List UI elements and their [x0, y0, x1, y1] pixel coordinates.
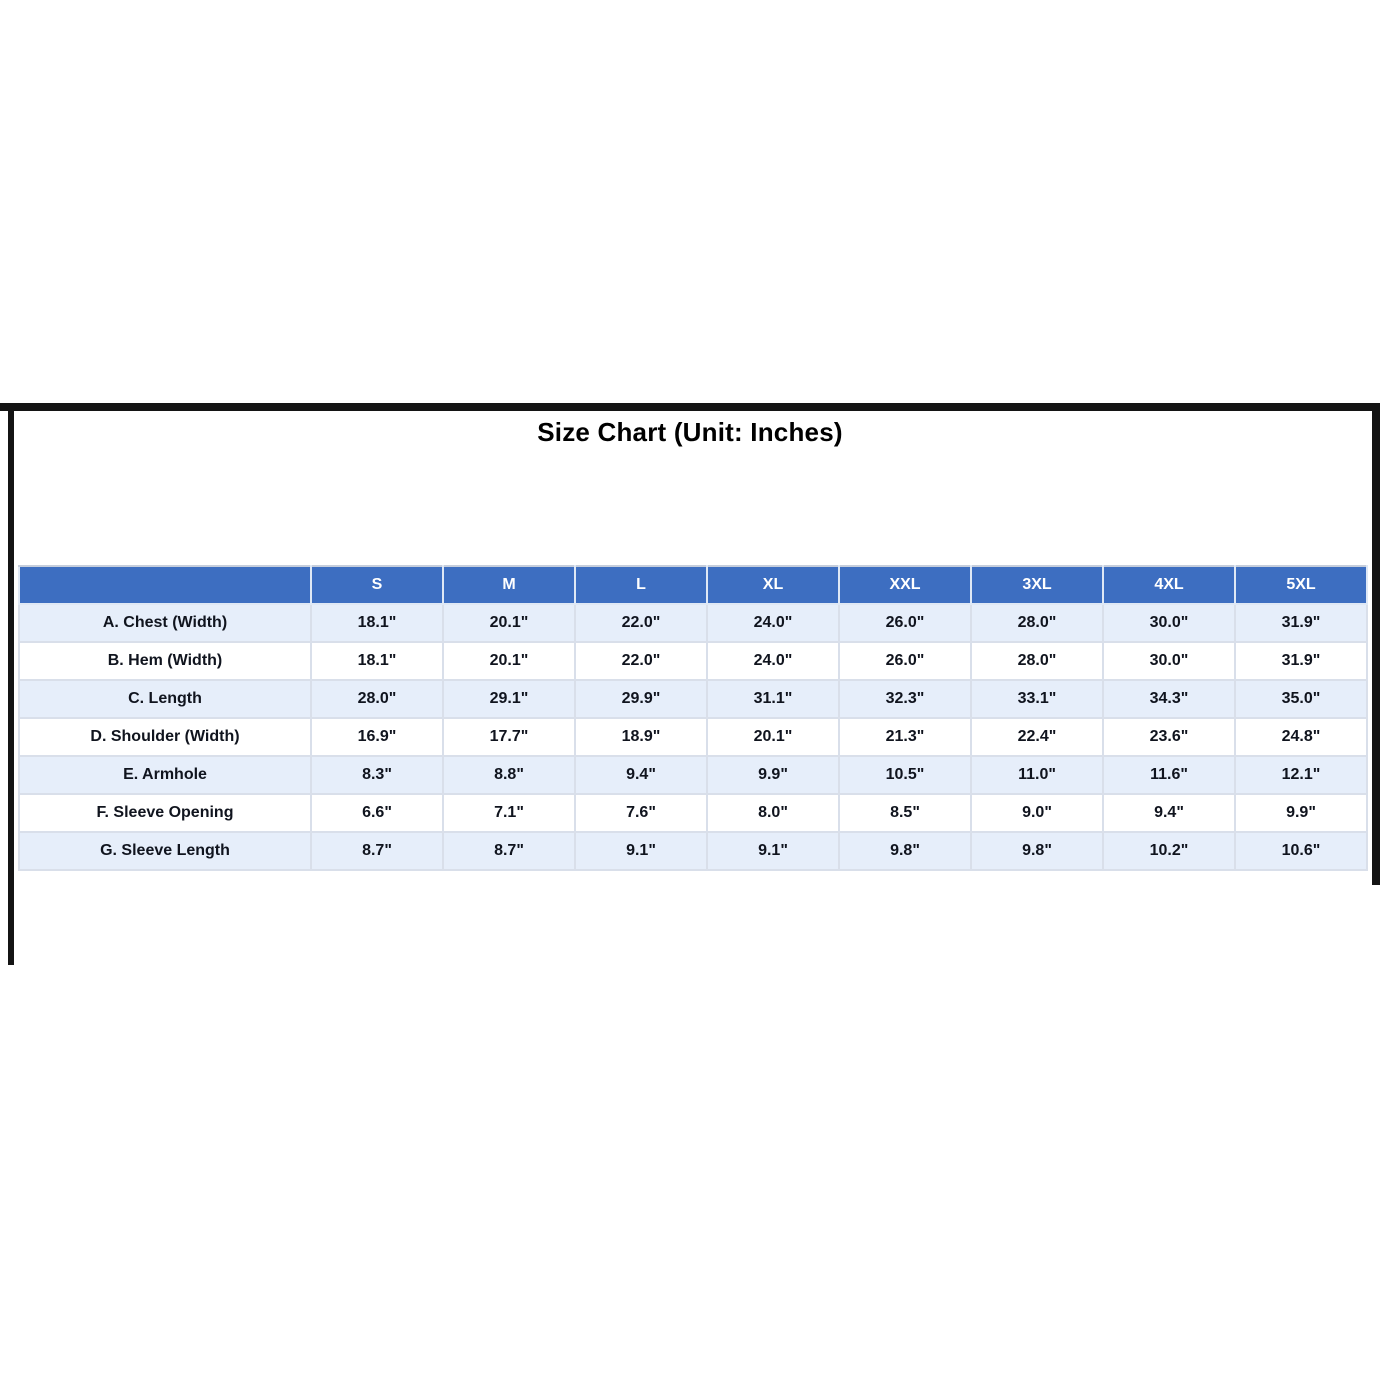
size-table: [18, 565, 1368, 871]
measurement-value: 10.2": [1103, 832, 1235, 870]
measurement-value: 10.5": [839, 756, 971, 794]
measurement-value: 9.8": [971, 832, 1103, 870]
table-row: [19, 718, 1367, 756]
measurement-value: 7.1": [443, 794, 575, 832]
measurement-value: 32.3": [839, 680, 971, 718]
measurement-value: 33.1": [971, 680, 1103, 718]
measurement-value: 9.4": [575, 756, 707, 794]
table-row: [19, 756, 1367, 794]
size-table-body: [19, 604, 1367, 870]
page-title: Size Chart (Unit: Inches): [537, 417, 843, 447]
measurement-value: 20.1": [443, 642, 575, 680]
measurement-value: 8.8": [443, 756, 575, 794]
size-column-header-l: L: [575, 566, 707, 604]
measurement-value: 17.7": [443, 718, 575, 756]
measurement-label: A. Chest (Width): [19, 604, 311, 642]
measurement-label: F. Sleeve Opening: [19, 794, 311, 832]
size-column-header-5xl: 5XL: [1235, 566, 1367, 604]
measurement-value: 8.7": [443, 832, 575, 870]
measurement-value: 22.4": [971, 718, 1103, 756]
size-column-header-xxl: XXL: [839, 566, 971, 604]
measurement-value: 9.1": [707, 832, 839, 870]
measurement-value: 6.6": [311, 794, 443, 832]
measurement-value: 30.0": [1103, 604, 1235, 642]
measurement-value: 18.1": [311, 604, 443, 642]
size-column-header-4xl: 4XL: [1103, 566, 1235, 604]
measurement-value: 11.0": [971, 756, 1103, 794]
measurement-value: 18.9": [575, 718, 707, 756]
size-column-header-3xl: 3XL: [971, 566, 1103, 604]
measurement-value: 9.0": [971, 794, 1103, 832]
measurement-value: 20.1": [707, 718, 839, 756]
measurement-value: 35.0": [1235, 680, 1367, 718]
measurement-value: 23.6": [1103, 718, 1235, 756]
measurement-value: 31.9": [1235, 642, 1367, 680]
table-row: [19, 604, 1367, 642]
measurement-label: B. Hem (Width): [19, 642, 311, 680]
measurement-value: 29.1": [443, 680, 575, 718]
measurement-value: 26.0": [839, 642, 971, 680]
table-row: [19, 832, 1367, 870]
measurement-value: 28.0": [971, 604, 1103, 642]
frame-left-border: [8, 403, 14, 965]
measurement-value: 8.7": [311, 832, 443, 870]
measurement-value: 12.1": [1235, 756, 1367, 794]
measurement-value: 24.8": [1235, 718, 1367, 756]
size-column-header-s: S: [311, 566, 443, 604]
measurement-column-header: [19, 566, 311, 604]
measurement-value: 7.6": [575, 794, 707, 832]
measurement-value: 9.9": [707, 756, 839, 794]
measurement-value: 8.5": [839, 794, 971, 832]
measurement-value: 22.0": [575, 642, 707, 680]
table-row: [19, 680, 1367, 718]
measurement-value: 9.8": [839, 832, 971, 870]
measurement-value: 21.3": [839, 718, 971, 756]
measurement-value: 28.0": [311, 680, 443, 718]
size-column-header-m: M: [443, 566, 575, 604]
table-row: [19, 642, 1367, 680]
measurement-value: 18.1": [311, 642, 443, 680]
measurement-value: 11.6": [1103, 756, 1235, 794]
measurement-value: 24.0": [707, 642, 839, 680]
measurement-value: 8.3": [311, 756, 443, 794]
measurement-value: 9.9": [1235, 794, 1367, 832]
measurement-value: 8.0": [707, 794, 839, 832]
size-table-header-row: [19, 566, 1367, 604]
measurement-value: 31.1": [707, 680, 839, 718]
measurement-label: C. Length: [19, 680, 311, 718]
measurement-label: G. Sleeve Length: [19, 832, 311, 870]
measurement-value: 26.0": [839, 604, 971, 642]
table-row: [19, 794, 1367, 832]
measurement-value: 30.0": [1103, 642, 1235, 680]
measurement-value: 24.0": [707, 604, 839, 642]
frame-top-border: [0, 403, 1380, 411]
measurement-value: 10.6": [1235, 832, 1367, 870]
measurement-value: 28.0": [971, 642, 1103, 680]
measurement-value: 29.9": [575, 680, 707, 718]
measurement-value: 9.4": [1103, 794, 1235, 832]
measurement-value: 20.1": [443, 604, 575, 642]
measurement-label: E. Armhole: [19, 756, 311, 794]
measurement-value: 16.9": [311, 718, 443, 756]
size-column-header-xl: XL: [707, 566, 839, 604]
measurement-value: 34.3": [1103, 680, 1235, 718]
measurement-value: 31.9": [1235, 604, 1367, 642]
measurement-value: 22.0": [575, 604, 707, 642]
frame-right-border: [1372, 403, 1380, 885]
measurement-value: 9.1": [575, 832, 707, 870]
measurement-label: D. Shoulder (Width): [19, 718, 311, 756]
